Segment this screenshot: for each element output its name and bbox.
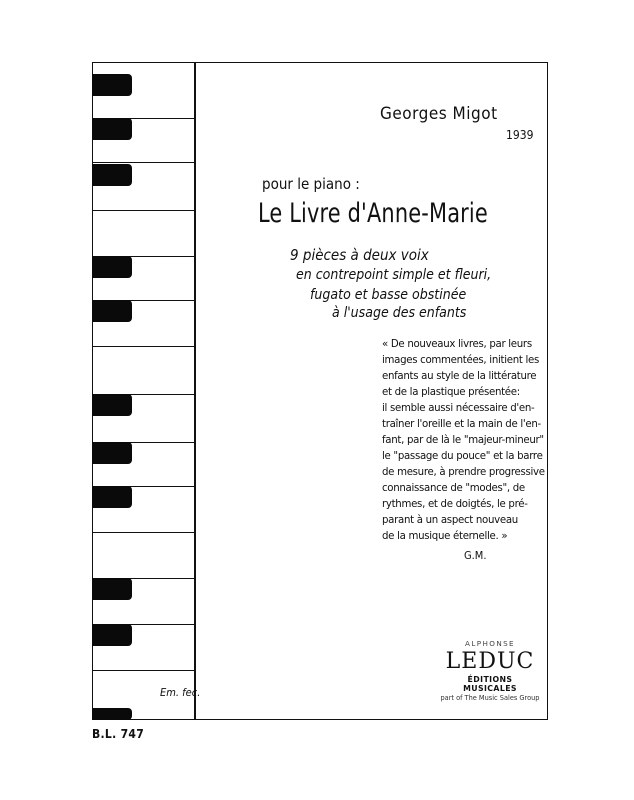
preface-line: connaissance de "modes", de: [382, 483, 525, 494]
subtitle-line: en contrepoint simple et fleuri,: [296, 267, 492, 283]
black-key: [92, 164, 132, 186]
subtitle-line: à l'usage des enfants: [332, 305, 467, 321]
black-key: [92, 74, 132, 96]
white-key-divider: [92, 210, 194, 211]
instrument-label: pour le piano :: [262, 175, 360, 193]
subtitle-line: fugato et basse obstinée: [310, 287, 467, 303]
artist-signature: Em. fec.: [160, 686, 201, 699]
publisher-logo-top: ALPHONSE: [465, 639, 515, 648]
composer-name: Georges Migot: [380, 104, 498, 124]
preface-line: rythmes, et de doigtés, le pré-: [382, 499, 528, 510]
publisher-logo-group: part of The Music Sales Group: [440, 694, 540, 702]
white-key-divider: [92, 346, 194, 347]
work-title: Le Livre d'Anne-Marie: [258, 198, 488, 229]
preface-line: traîner l'oreille et la main de l'en-: [382, 419, 541, 430]
catalog-reference: B.L. 747: [92, 727, 144, 741]
preface-line: de mesure, à prendre progressive: [382, 467, 545, 478]
black-key: [92, 486, 132, 508]
piano-keyboard-illustration: [92, 62, 196, 720]
preface-line: et de la plastique présentée:: [382, 387, 520, 398]
subtitle-line: 9 pièces à deux voix: [290, 246, 429, 264]
black-key: [92, 708, 132, 720]
black-key: [92, 394, 132, 416]
preface-line: « De nouveaux livres, par leurs: [382, 339, 532, 350]
preface-initials: G.M.: [464, 549, 487, 562]
publisher-logo-editions: ÉDITIONS MUSICALES: [463, 675, 517, 693]
black-key: [92, 442, 132, 464]
preface-line: de la musique éternelle. »: [382, 531, 508, 542]
white-key-divider: [92, 162, 194, 163]
black-key: [92, 300, 132, 322]
preface-line: enfants au style de la littérature: [382, 371, 537, 382]
preface-line: images commentées, initient les: [382, 355, 540, 366]
black-key: [92, 578, 132, 600]
publisher-logo-name: LEDUC: [445, 649, 535, 674]
black-key: [92, 256, 132, 278]
black-key: [92, 624, 132, 646]
preface-line: fant, par de là le "majeur-mineur": [382, 435, 544, 446]
publisher-logo: [440, 639, 540, 702]
preface-line: parant à un aspect nouveau: [382, 515, 518, 526]
black-key: [92, 118, 132, 140]
preface-line: le "passage du pouce" et la barre: [382, 451, 543, 462]
preface-line: il semble aussi nécessaire d'en-: [382, 403, 535, 414]
white-key-divider: [92, 670, 194, 671]
white-key-divider: [92, 532, 194, 533]
composition-year: 1939: [506, 128, 534, 142]
